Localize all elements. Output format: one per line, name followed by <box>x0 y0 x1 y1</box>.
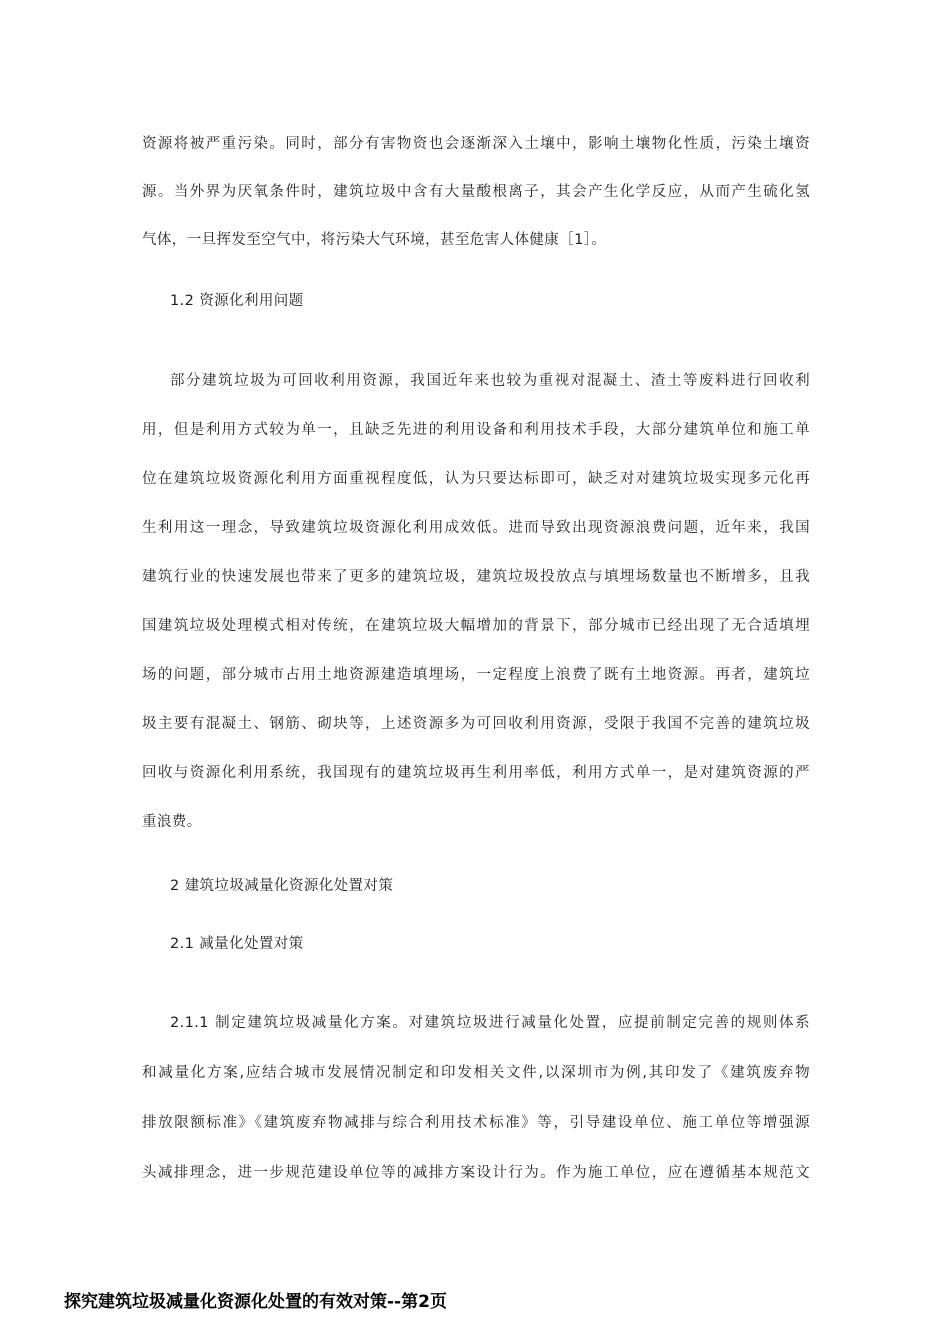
text-line: 头减排理念，进一步规范建设单位等的减排方案设计行为。作为施工单位，应在遵循基本规范文 <box>142 1165 810 1181</box>
text-line: 2.1.1 制定建筑垃圾减量化方案。对建筑垃圾进行减量化处置，应提前制定完善的规则体系 <box>170 1015 810 1031</box>
text-line: 源。当外界为厌氧条件时，建筑垃圾中含有大量酸根离子，其会产生化学反应，从而产生硫化氢 <box>142 184 810 200</box>
text-line: 场的问题，部分城市占用土地资源建造填埋场，一定程度上浪费了既有土地资源。再者，建筑垃 <box>142 667 810 683</box>
section-heading-2: 2 建筑垃圾减量化资源化处置对策 <box>170 878 394 894</box>
text-line: 用，但是利用方式较为单一，且缺乏先进的利用设备和利用技术手段，大部分建筑单位和施工单 <box>142 422 810 438</box>
text-line: 生利用这一理念，导致建筑垃圾资源化利用成效低。进而导致出现资源浪费问题，近年来，我国 <box>142 520 810 536</box>
text-line: 资源将被严重污染。同时，部分有害物资也会逐渐深入土壤中，影响土壤物化性质，污染土壤资 <box>142 136 810 152</box>
page-footer: 探究建筑垃圾减量化资源化处置的有效对策--第2页 <box>64 1292 447 1312</box>
text-line: 位在建筑垃圾资源化利用方面重视程度低，认为只要达标即可，缺乏对对建筑垃圾实现多元化再 <box>142 471 810 487</box>
section-heading-2-1: 2.1 减量化处置对策 <box>170 936 304 952</box>
text-line: 气体，一旦挥发至空气中，将污染大气环境，甚至危害人体健康［1］。 <box>142 232 607 248</box>
text-line: 圾主要有混凝土、钢筋、砌块等，上述资源多为可回收利用资源，受限于我国不完善的建筑垃圾 <box>142 716 810 732</box>
text-line: 排放限额标准》《建筑废弃物减排与综合利用技术标准》等，引导建设单位、施工单位等增强源 <box>142 1115 810 1131</box>
text-line: 回收与资源化利用系统，我国现有的建筑垃圾再生利用率低，利用方式单一，是对建筑资源的严 <box>142 765 810 781</box>
text-line: 重浪费。 <box>142 814 202 830</box>
text-line: 和减量化方案,应结合城市发展情况制定和印发相关文件,以深圳市为例,其印发了《建筑废弃物 <box>142 1065 810 1081</box>
section-heading-1-2: 1.2 资源化利用问题 <box>170 293 304 309</box>
text-line: 部分建筑垃圾为可回收利用资源，我国近年来也较为重视对混凝土、渣土等废料进行回收利 <box>170 373 810 389</box>
text-line: 国建筑垃圾处理模式相对传统，在建筑垃圾大幅增加的背景下，部分城市已经出现了无合适填埋 <box>142 618 810 634</box>
text-line: 建筑行业的快速发展也带来了更多的建筑垃圾，建筑垃圾投放点与填埋场数量也不断增多，且我 <box>142 569 810 585</box>
